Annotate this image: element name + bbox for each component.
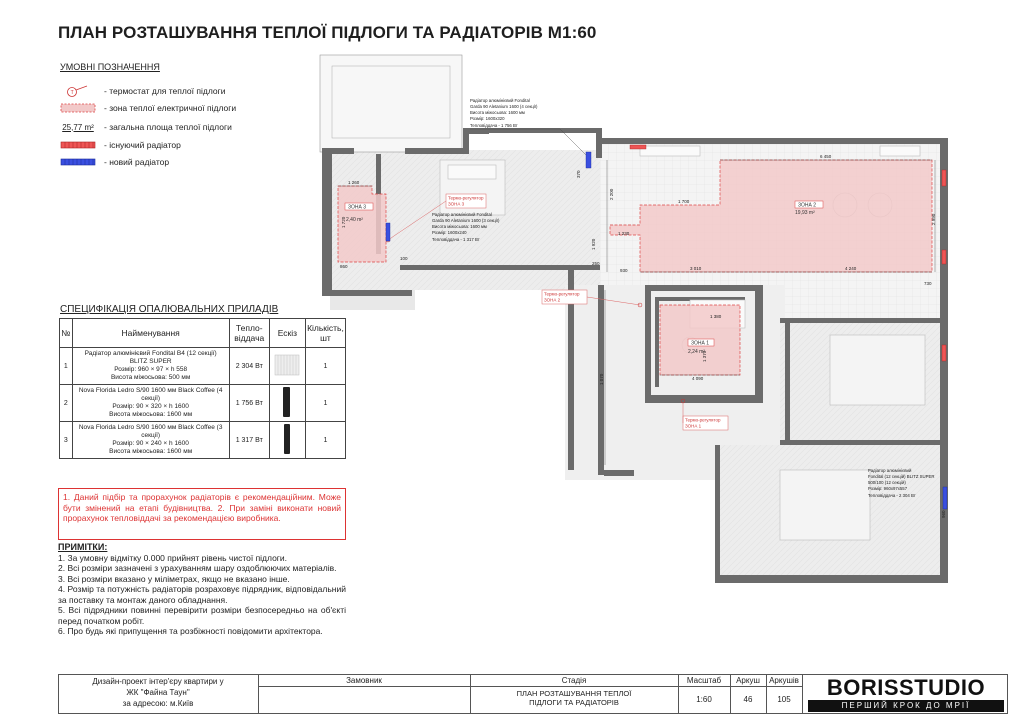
warning-note: 1. Даний підбір та прорахунок радіаторів є рекомендаційним. Може бути змінений на етапі будівництва. 2. При заміні виконати новий прорахунок тепловіддачі за рекомендацією виробника. bbox=[58, 488, 346, 540]
thermo-1-zone: ЗОНА 1 bbox=[685, 423, 702, 429]
radiator-note-top-4: Розмір: 1600х320 bbox=[470, 116, 505, 121]
dimension-label: 1 700 bbox=[678, 199, 690, 204]
radiator-note-mid-2: Garda 90 Aletanium 1600 (3 секції) bbox=[432, 218, 500, 223]
radiator-note-mid-3: Висота міжосьова: 1600 мм bbox=[432, 224, 487, 229]
radiator-note-right-1: Радіатор алюмінієвий bbox=[868, 468, 912, 473]
new-radiator-icon bbox=[386, 223, 390, 241]
scale-value: 1:60 bbox=[696, 695, 712, 704]
spec-size-text: Розмір: 960 × 97 × h 558 bbox=[114, 366, 188, 373]
radiator-note-mid-1: Радіатор алюмінієвий Fondital bbox=[432, 212, 492, 217]
legend-label: - існуючий радіатор bbox=[104, 140, 181, 150]
notes-heading: ПРИМІТКИ: bbox=[58, 542, 108, 552]
dimension-label: 2 200 bbox=[609, 188, 614, 200]
studio-slogan: ПЕРШИЙ КРОК ДО МРІЇ bbox=[808, 700, 1004, 712]
existing-radiator-icon bbox=[58, 141, 98, 149]
existing-radiator-icon bbox=[630, 145, 646, 149]
existing-radiator-icon bbox=[942, 345, 946, 361]
spec-cell-power: 2 304 Вт bbox=[229, 348, 269, 385]
legend-label: - загальна площа теплої підлоги bbox=[104, 122, 232, 132]
dimension-label: 1 720 bbox=[341, 216, 346, 228]
svg-text:T: T bbox=[70, 90, 74, 96]
dimension-label: 1 380 bbox=[710, 314, 722, 319]
thermostat-icon bbox=[58, 84, 98, 98]
dimension-label: 2 990 bbox=[931, 213, 936, 225]
scale-label: Масштаб bbox=[686, 676, 722, 685]
new-radiator-icon bbox=[586, 152, 591, 168]
sheet-value: 46 bbox=[743, 695, 753, 704]
legend-item-thermostat bbox=[58, 84, 225, 98]
dimension-label: 370 bbox=[576, 170, 581, 178]
spec-cell-name bbox=[72, 385, 229, 422]
radiator-note-top-2: Garda 90 Aletanium 1600 (4 секції) bbox=[470, 104, 538, 109]
sheets-value: 105 bbox=[777, 695, 791, 704]
dimension-label: 730 bbox=[924, 281, 932, 286]
spec-size-text: Розмір: 90 × 240 × h 1600 bbox=[112, 440, 189, 447]
client-label: Замовник bbox=[346, 676, 382, 685]
dimension-label: 100 bbox=[400, 256, 408, 261]
project-name-line: ЖК "Файна Таун" bbox=[126, 688, 190, 697]
thermo-3-zone: ЗОНА 3 bbox=[448, 201, 465, 207]
legend-label: - термостат для теплої підлоги bbox=[104, 86, 226, 96]
spec-name-text: Nova Florida Ledro S/90 1600 мм Black Coffee (3 секції) bbox=[78, 424, 223, 439]
sheets-label: Аркушів bbox=[769, 676, 799, 685]
spec-cell-qty: 1 bbox=[305, 422, 345, 459]
spec-col-sketch: Ескіз bbox=[269, 319, 305, 348]
zone-1-area-text: 2,24 m² bbox=[688, 349, 705, 355]
spec-height-text: Висота міжосьова: 1600 мм bbox=[109, 448, 193, 455]
zone-2-label: ЗОНА 2 bbox=[798, 202, 816, 209]
dimension-label: 4 090 bbox=[692, 376, 704, 381]
stage-label: Стадія bbox=[561, 676, 587, 685]
spec-cell-number: 3 bbox=[60, 422, 73, 459]
legend-heading: УМОВНІ ПОЗНАЧЕННЯ bbox=[60, 62, 160, 72]
spec-cell-qty: 1 bbox=[305, 385, 345, 422]
spec-cell-name bbox=[72, 348, 229, 385]
new-radiator-icon bbox=[58, 158, 98, 166]
radiator-note-top-5: Тепловіддача - 1 756 Вт bbox=[470, 123, 518, 128]
legend-item-new-radiator bbox=[58, 157, 169, 167]
dimension-label: 1 260 bbox=[348, 180, 360, 185]
zone-3-area-text: 2,40 m² bbox=[346, 217, 363, 223]
radiator-note-mid-5: Тепловіддача - 1 317 Вт bbox=[432, 237, 480, 242]
radiator-note-top-1: Радіатор алюмінієвий Fondital bbox=[470, 98, 530, 103]
thermo-3-title: Термо-регулятор bbox=[448, 195, 484, 201]
note-item: 1. За умовну відмітку 0.000 прийнят рівень чистої підлоги. bbox=[58, 552, 288, 563]
zone-1-label: ЗОНА 1 bbox=[691, 340, 709, 347]
project-name-line: Дизайн-проект інтер'єру квартири у bbox=[92, 677, 224, 686]
existing-radiator-icon bbox=[942, 250, 946, 264]
dimension-label: 960 bbox=[941, 510, 946, 518]
radiator-note-right-2: Fondital (12 секцій) BLITZ SUPER bbox=[868, 474, 935, 479]
spec-name-text: Радіатор алюмінієвий Fondital B4 (12 секції) BLITZ SUPER bbox=[84, 350, 217, 365]
dimension-label: 1 230 bbox=[618, 231, 630, 236]
spec-name-text: Nova Florida Ledro S/90 1600 мм Black Coffee (4 секції) bbox=[78, 387, 223, 402]
new-radiator-icon bbox=[943, 487, 947, 509]
note-item: 3. Всі розміри вказано у міліметрах, якщо не вказано інше. bbox=[58, 573, 290, 584]
spec-height-text: Висота міжосьова: 1600 мм bbox=[109, 411, 193, 418]
spec-cell-qty: 1 bbox=[305, 348, 345, 385]
spec-cell-power: 1 317 Вт bbox=[229, 422, 269, 459]
floor-plan bbox=[300, 50, 980, 590]
radiator-note-right-4: Розмір: 960х97х557 bbox=[868, 486, 908, 491]
studio-logo: BORISSTUDIO bbox=[826, 675, 986, 700]
spec-cell-power: 1 756 Вт bbox=[229, 385, 269, 422]
spec-col-qty: Кількість, шт bbox=[305, 319, 345, 348]
spec-heading: СПЕЦИФІКАЦІЯ ОПАЛЮВАЛЬНИХ ПРИЛАДІВ bbox=[60, 304, 279, 315]
legend-item-existing-radiator bbox=[58, 140, 181, 150]
radiator-note-top-3: Висота міжосьова: 1600 мм bbox=[470, 110, 525, 115]
spec-height-text: Висота міжосьова: 500 мм bbox=[110, 374, 191, 381]
project-name-line: за адресою: м.Київ bbox=[122, 699, 194, 708]
spec-col-name: Найменування bbox=[72, 319, 229, 348]
dimension-label: 1 070 bbox=[599, 373, 604, 385]
radiator-note-right-3: 500/100 (12 секцій) bbox=[868, 480, 906, 485]
legend-item-area bbox=[58, 122, 232, 132]
note-item: 2. Всі розміри зазначені з урахуванням шару оздоблюючих матеріалів. bbox=[58, 563, 337, 573]
spec-size-text: Розмір: 90 × 320 × h 1600 bbox=[112, 403, 189, 410]
note-item: 6. Про будь які припущення та розбіжності повідомити архітектора. bbox=[58, 626, 323, 636]
spec-cell-number: 1 bbox=[60, 348, 73, 385]
legend-label: - новий радіатор bbox=[104, 157, 170, 167]
page-title: ПЛАН РОЗТАШУВАННЯ ТЕПЛОЇ ПІДЛОГИ ТА РАДІАТОРІВ М1:60 bbox=[58, 23, 597, 42]
dimension-label: 250 bbox=[592, 261, 600, 266]
dimension-label: 1 920 bbox=[591, 238, 596, 250]
existing-radiator-icon bbox=[942, 170, 946, 186]
spec-col-number: № bbox=[60, 319, 73, 348]
heated-zone-swatch-icon bbox=[58, 103, 98, 113]
thermo-2-title: Термо-регулятор bbox=[544, 291, 580, 297]
zone-3-label: ЗОНА 3 bbox=[348, 204, 366, 211]
thermo-2-zone: ЗОНА 2 bbox=[544, 297, 561, 303]
radiator-note-right-5: Тепловіддача - 2 304 Вт bbox=[868, 493, 916, 498]
zone-2-area-text: 19,93 m² bbox=[795, 210, 815, 216]
spec-col-power: Тепло-віддача bbox=[229, 319, 269, 348]
dimension-label: 1 370 bbox=[702, 350, 707, 362]
dimension-label: 6 450 bbox=[820, 154, 832, 159]
sheet-label: Аркуш bbox=[736, 676, 760, 685]
radiator-note-mid-4: Розмір: 1600х240 bbox=[432, 230, 467, 235]
dimension-label: 3 010 bbox=[690, 266, 702, 271]
radiator-sketch-icon bbox=[274, 423, 300, 455]
note-item: 4. Розмір та потужність радіаторів розраховує підрядник, відповідальний за поставку та монтаж даного обладнання. bbox=[58, 584, 346, 605]
area-symbol: 25,77 m² bbox=[62, 122, 94, 132]
project-name bbox=[58, 676, 258, 709]
dimension-label: 860 bbox=[340, 264, 348, 269]
dimension-label: 4 240 bbox=[845, 266, 857, 271]
spec-cell-number: 2 bbox=[60, 385, 73, 422]
sheet-title: ПЛАН РОЗТАШУВАННЯ ТЕПЛОЇ ПІДЛОГИ ТА РАДІАТОРІВ bbox=[516, 689, 632, 707]
legend-item-heated-zone bbox=[58, 103, 236, 113]
radiator-sketch-icon bbox=[274, 386, 300, 418]
spec-cell-name bbox=[72, 422, 229, 459]
legend-label: - зона теплої електричної підлоги bbox=[104, 103, 237, 113]
radiator-sketch-icon bbox=[274, 352, 300, 378]
thermo-1-title: Термо-регулятор bbox=[685, 417, 721, 423]
note-item: 5. Всі підрядники повинні перевірити розміри безпосередньо на об'єкті перед початком робіт. bbox=[58, 605, 346, 626]
dimension-label: 930 bbox=[620, 268, 628, 273]
